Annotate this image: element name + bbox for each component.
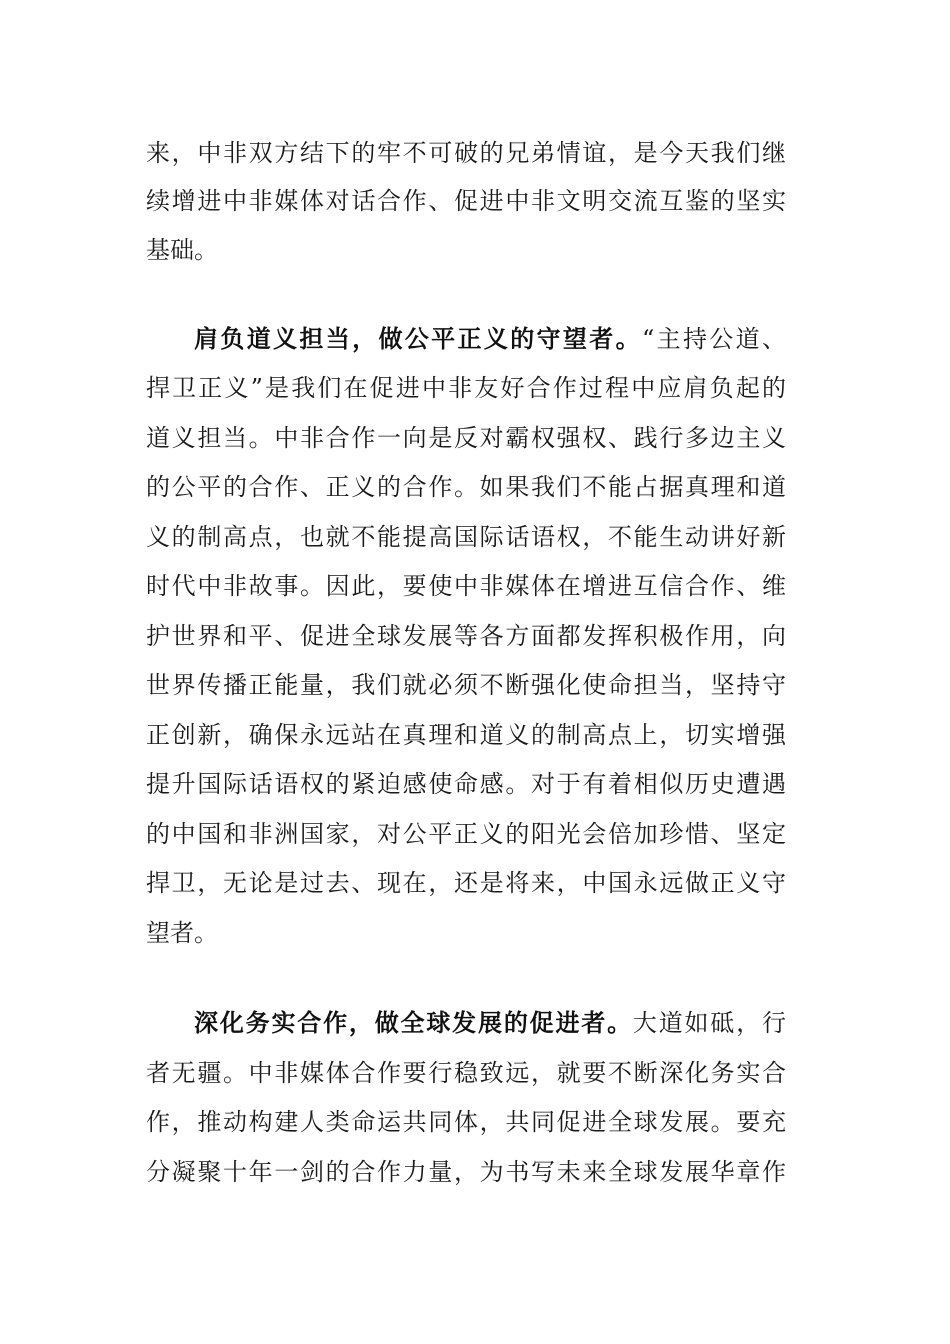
text-line: 续增进中非媒体对话合作、促进中非文明交流互鉴的坚实: [146, 187, 786, 215]
text-line: 来，中非双方结下的牢不可破的兄弟情谊，是今天我们继: [146, 139, 786, 167]
paragraph-first-line: [194, 1003, 786, 1043]
text-line: 义的制高点，也就不能提高国际话语权，不能生动讲好新: [146, 523, 786, 551]
text-line: 分凝聚十年一剑的合作力量，为书写未来全球发展华章作: [146, 1158, 786, 1186]
text-line: 基础。: [146, 236, 218, 264]
text-line: 道义担当。中非合作一向是反对霸权强权、践行多边主义: [146, 424, 786, 452]
paragraph-text: “主持公道、: [641, 325, 786, 353]
paragraph-heading: 肩负道义担当，做公平正义的守望者。: [194, 325, 642, 353]
text-line: 望者。: [146, 919, 218, 947]
text-line: 时代中非故事。因此，要使中非媒体在增进互信合作、维: [146, 572, 786, 600]
text-line: 作，推动构建人类命运共同体，共同促进全球发展。要充: [146, 1108, 786, 1136]
text-line: 的公平的合作、正义的合作。如果我们不能占据真理和道: [146, 473, 786, 501]
paragraph-text: 大道如砥，行: [632, 1009, 787, 1037]
text-line: 正创新，确保永远站在真理和道义的制高点上，切实增强: [146, 721, 786, 749]
paragraph-first-line: [194, 319, 786, 359]
text-line: 的中国和非洲国家，对公平正义的阳光会倍加珍惜、坚定: [146, 820, 786, 848]
text-line: 捍卫，无论是过去、现在，还是将来，中国永远做正义守: [146, 869, 786, 897]
text-line: 捍卫正义”是我们在促进中非友好合作过程中应肩负起的: [146, 374, 786, 402]
text-line: 者无疆。中非媒体合作要行稳致远，就要不断深化务实合: [146, 1059, 786, 1087]
text-line: 提升国际话语权的紧迫感使命感。对于有着相似历史遭遇: [146, 770, 786, 798]
text-line: 世界传播正能量，我们就必须不断强化使命担当，坚持守: [146, 671, 786, 699]
paragraph-heading: 深化务实合作，做全球发展的促进者。: [194, 1009, 633, 1037]
text-line: 护世界和平、促进全球发展等各方面都发挥积极作用，向: [146, 622, 786, 650]
